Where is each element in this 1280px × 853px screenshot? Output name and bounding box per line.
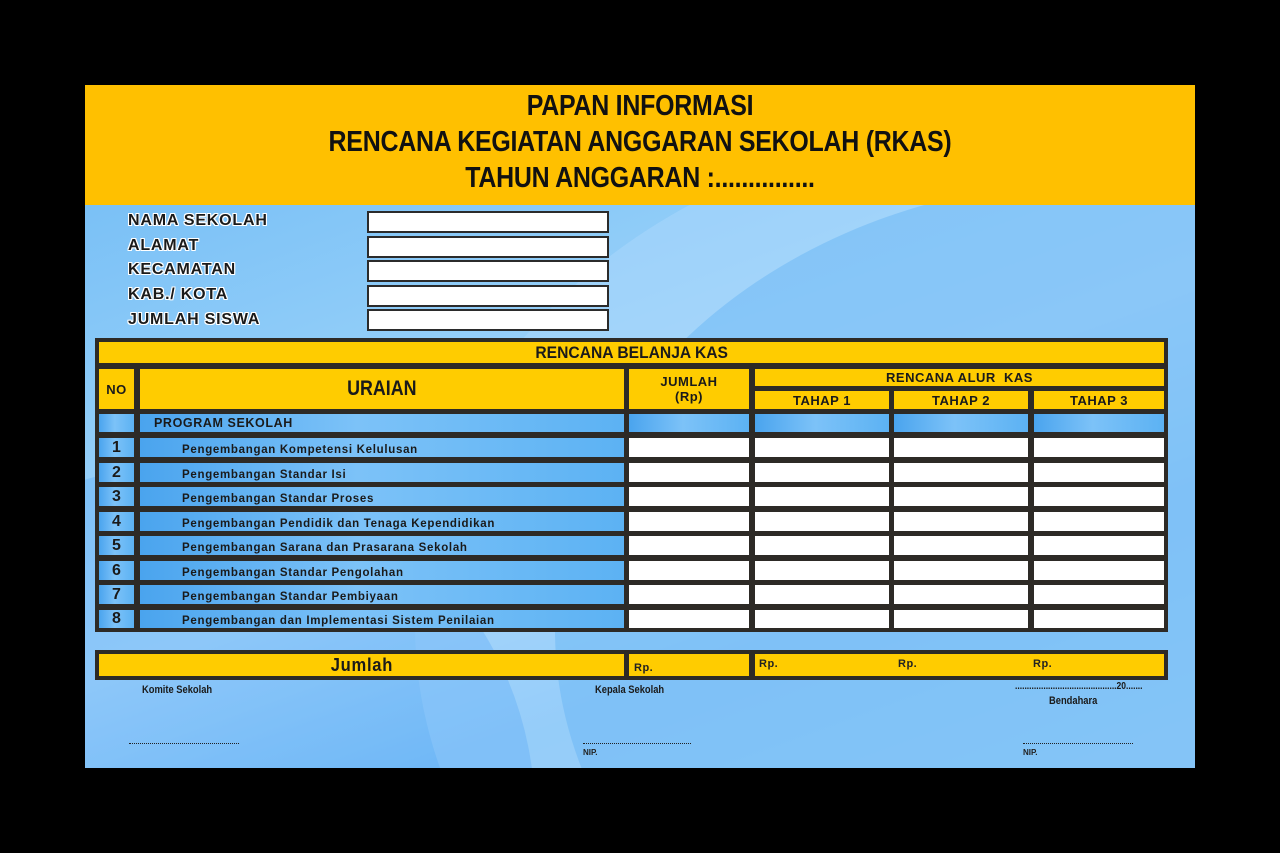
section-tahap-2-cell	[894, 414, 1028, 432]
row-2-tahap-2[interactable]	[894, 463, 1028, 482]
col-header-tahap-1	[755, 391, 889, 409]
summary-label-cell	[99, 654, 624, 676]
summary-label: Jumlah	[330, 654, 393, 675]
row-3-tahap-1[interactable]	[755, 487, 889, 506]
field-kecamatan[interactable]	[367, 260, 609, 282]
col-header-tahap-2-text: TAHAP 2	[932, 392, 990, 408]
field-alamat[interactable]	[367, 236, 609, 258]
signature-komite-label: Komite Sekolah	[142, 684, 213, 696]
row-4-no: 4	[99, 512, 134, 531]
header-fiscal-year: TAHUN ANGGARAN :...............	[465, 162, 815, 194]
row-6-uraian: Pengembangan Standar Pengolahan	[140, 561, 624, 580]
row-3-tahap-3[interactable]	[1034, 487, 1164, 506]
row-7-jumlah[interactable]	[629, 585, 749, 604]
signature-kepala-line	[583, 743, 691, 744]
row-4-tahap-1[interactable]	[755, 512, 889, 531]
row-7-tahap-3[interactable]	[1034, 585, 1164, 604]
row-8-jumlah[interactable]	[629, 610, 749, 628]
row-2-jumlah[interactable]	[629, 463, 749, 482]
col-header-rencana-alur	[755, 369, 1164, 386]
summary-tahap-cell[interactable]	[755, 654, 1164, 676]
col-header-no	[99, 369, 134, 409]
row-1-no: 1	[99, 438, 134, 457]
signature-bendahara-label: Bendahara	[1049, 695, 1098, 707]
row-2-uraian: Pengembangan Standar Isi	[140, 463, 624, 482]
row-7-no: 7	[99, 585, 134, 604]
row-5-no: 5	[99, 536, 134, 555]
row-8-tahap-2[interactable]	[894, 610, 1028, 628]
col-header-tahap-3	[1034, 391, 1164, 409]
col-header-jumlah-text: JUMLAH	[660, 374, 718, 389]
col-header-tahap-1-text: TAHAP 1	[793, 392, 851, 408]
row-2-tahap-3[interactable]	[1034, 463, 1164, 482]
section-jumlah-cell	[629, 414, 749, 432]
row-1-uraian: Pengembangan Kompetensi Kelulusan	[140, 438, 624, 457]
row-3-tahap-2[interactable]	[894, 487, 1028, 506]
row-6-tahap-1[interactable]	[755, 561, 889, 580]
col-header-jumlah-unit: (Rp)	[675, 389, 703, 404]
signature-bendahara-nip: NIP.	[1023, 748, 1038, 757]
row-5-tahap-2[interactable]	[894, 536, 1028, 555]
row-7-uraian: Pengembangan Standar Pembiyaan	[140, 585, 624, 604]
label-kab-kota: KAB./ KOTA	[128, 286, 229, 303]
label-jumlah-siswa: JUMLAH SISWA	[128, 311, 261, 328]
row-3-no: 3	[99, 487, 134, 506]
row-5-uraian: Pengembangan Sarana dan Prasarana Sekolah	[140, 536, 624, 555]
row-8-uraian: Pengembangan dan Implementasi Sistem Penilaian	[140, 610, 624, 628]
col-header-tahap-2	[894, 391, 1028, 409]
row-6-no: 6	[99, 561, 134, 580]
row-7-tahap-2[interactable]	[894, 585, 1028, 604]
col-header-tahap-3-text: TAHAP 3	[1070, 392, 1128, 408]
col-header-uraian	[140, 369, 624, 409]
row-4-tahap-3[interactable]	[1034, 512, 1164, 531]
summary-tahap-3-rp: Rp.	[1033, 658, 1053, 670]
summary-tahap-1-rp: Rp.	[759, 658, 779, 670]
row-2-no: 2	[99, 463, 134, 482]
header-subtitle: RENCANA KEGIATAN ANGGARAN SEKOLAH (RKAS)	[328, 126, 952, 158]
information-board	[85, 85, 1195, 768]
row-4-uraian: Pengembangan Pendidik dan Tenaga Kependidikan	[140, 512, 624, 531]
row-8-no: 8	[99, 610, 134, 628]
col-header-no-text: NO	[106, 381, 127, 397]
summary-jumlah-cell[interactable]	[629, 654, 749, 676]
section-tahap-1-cell	[755, 414, 889, 432]
summary-row	[95, 650, 1168, 680]
row-5-jumlah[interactable]	[629, 536, 749, 555]
row-3-uraian: Pengembangan Standar Proses	[140, 487, 624, 506]
label-alamat: ALAMAT	[128, 237, 200, 254]
row-4-tahap-2[interactable]	[894, 512, 1028, 531]
row-1-tahap-2[interactable]	[894, 438, 1028, 457]
signature-kepala-label: Kepala Sekolah	[595, 684, 665, 696]
row-8-tahap-3[interactable]	[1034, 610, 1164, 628]
field-kab-kota[interactable]	[367, 285, 609, 307]
row-1-tahap-3[interactable]	[1034, 438, 1164, 457]
row-7-tahap-1[interactable]	[755, 585, 889, 604]
signature-kepala-nip: NIP.	[583, 748, 598, 757]
table-title	[99, 342, 1164, 363]
row-8-tahap-1[interactable]	[755, 610, 889, 628]
row-1-tahap-1[interactable]	[755, 438, 889, 457]
row-6-tahap-2[interactable]	[894, 561, 1028, 580]
rencana-belanja-table	[95, 338, 1168, 632]
section-program-sekolah: PROGRAM SEKOLAH	[140, 414, 624, 432]
signature-date-line: ...........................................20.......	[1015, 681, 1143, 692]
label-kecamatan: KECAMATAN	[128, 261, 236, 278]
row-4-jumlah[interactable]	[629, 512, 749, 531]
signature-bendahara-line	[1023, 743, 1133, 744]
header-title: PAPAN INFORMASI	[526, 90, 754, 122]
col-header-uraian-text: URAIAN	[347, 377, 417, 400]
row-3-jumlah[interactable]	[629, 487, 749, 506]
row-2-tahap-1[interactable]	[755, 463, 889, 482]
summary-jumlah-rp: Rp.	[634, 662, 654, 674]
row-5-tahap-1[interactable]	[755, 536, 889, 555]
row-5-tahap-3[interactable]	[1034, 536, 1164, 555]
label-nama-sekolah: NAMA SEKOLAH	[128, 212, 268, 229]
section-tahap-3-cell	[1034, 414, 1164, 432]
col-header-rencana-alur-text: RENCANA ALUR KAS	[886, 370, 1033, 385]
summary-tahap-2-rp: Rp.	[898, 658, 918, 670]
row-6-tahap-3[interactable]	[1034, 561, 1164, 580]
field-jumlah-siswa[interactable]	[367, 309, 609, 331]
row-6-jumlah[interactable]	[629, 561, 749, 580]
field-nama-sekolah[interactable]	[367, 211, 609, 233]
section-no-cell	[99, 414, 134, 432]
col-header-jumlah	[629, 369, 749, 409]
signature-komite-line	[129, 743, 239, 744]
table-title-text: RENCANA BELANJA KAS	[535, 342, 728, 362]
board-header	[85, 85, 1195, 205]
row-1-jumlah[interactable]	[629, 438, 749, 457]
